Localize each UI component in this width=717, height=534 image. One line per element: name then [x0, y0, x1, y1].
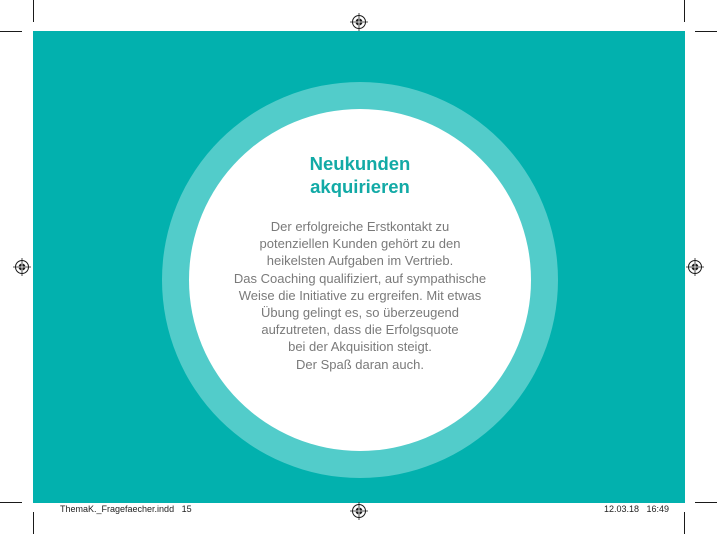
crop-mark	[695, 502, 717, 503]
body-line: Übung gelingt es, so überzeugend	[260, 305, 460, 321]
card-body	[189, 218, 531, 373]
card-title	[189, 152, 531, 198]
title-line: akquirieren	[310, 176, 410, 197]
body-line: Der Spaß daran auch.	[296, 356, 424, 372]
registration-mark-icon	[686, 258, 704, 276]
slug-filename: ThemaK._Fragefaecher.indd 15	[60, 504, 192, 514]
body-line: bei der Akquisition steigt.	[288, 339, 432, 355]
body-line: aufzutreten, dass die Erfolgsquote	[261, 322, 459, 338]
registration-mark-icon	[350, 502, 368, 520]
registration-mark-icon	[350, 13, 368, 31]
registration-mark-icon	[13, 258, 31, 276]
body-line: heikelsten Aufgaben im Vertrieb.	[266, 253, 454, 269]
crop-mark	[0, 31, 22, 32]
crop-mark	[33, 512, 34, 534]
body-line: Das Coaching qualifiziert, auf sympathische	[233, 270, 487, 286]
crop-mark	[33, 0, 34, 22]
crop-mark	[684, 0, 685, 22]
crop-mark	[0, 502, 22, 503]
crop-mark	[684, 512, 685, 534]
crop-mark	[695, 31, 717, 32]
body-line: Der erfolgreiche Erstkontakt zu	[270, 219, 450, 234]
title-line: Neukunden	[309, 153, 411, 174]
body-line: Weise die Initiative zu ergreifen. Mit etwas	[238, 287, 482, 303]
body-line: potenziellen Kunden gehört zu den	[259, 236, 461, 252]
slug-datetime: 12.03.18 16:49	[604, 504, 670, 514]
